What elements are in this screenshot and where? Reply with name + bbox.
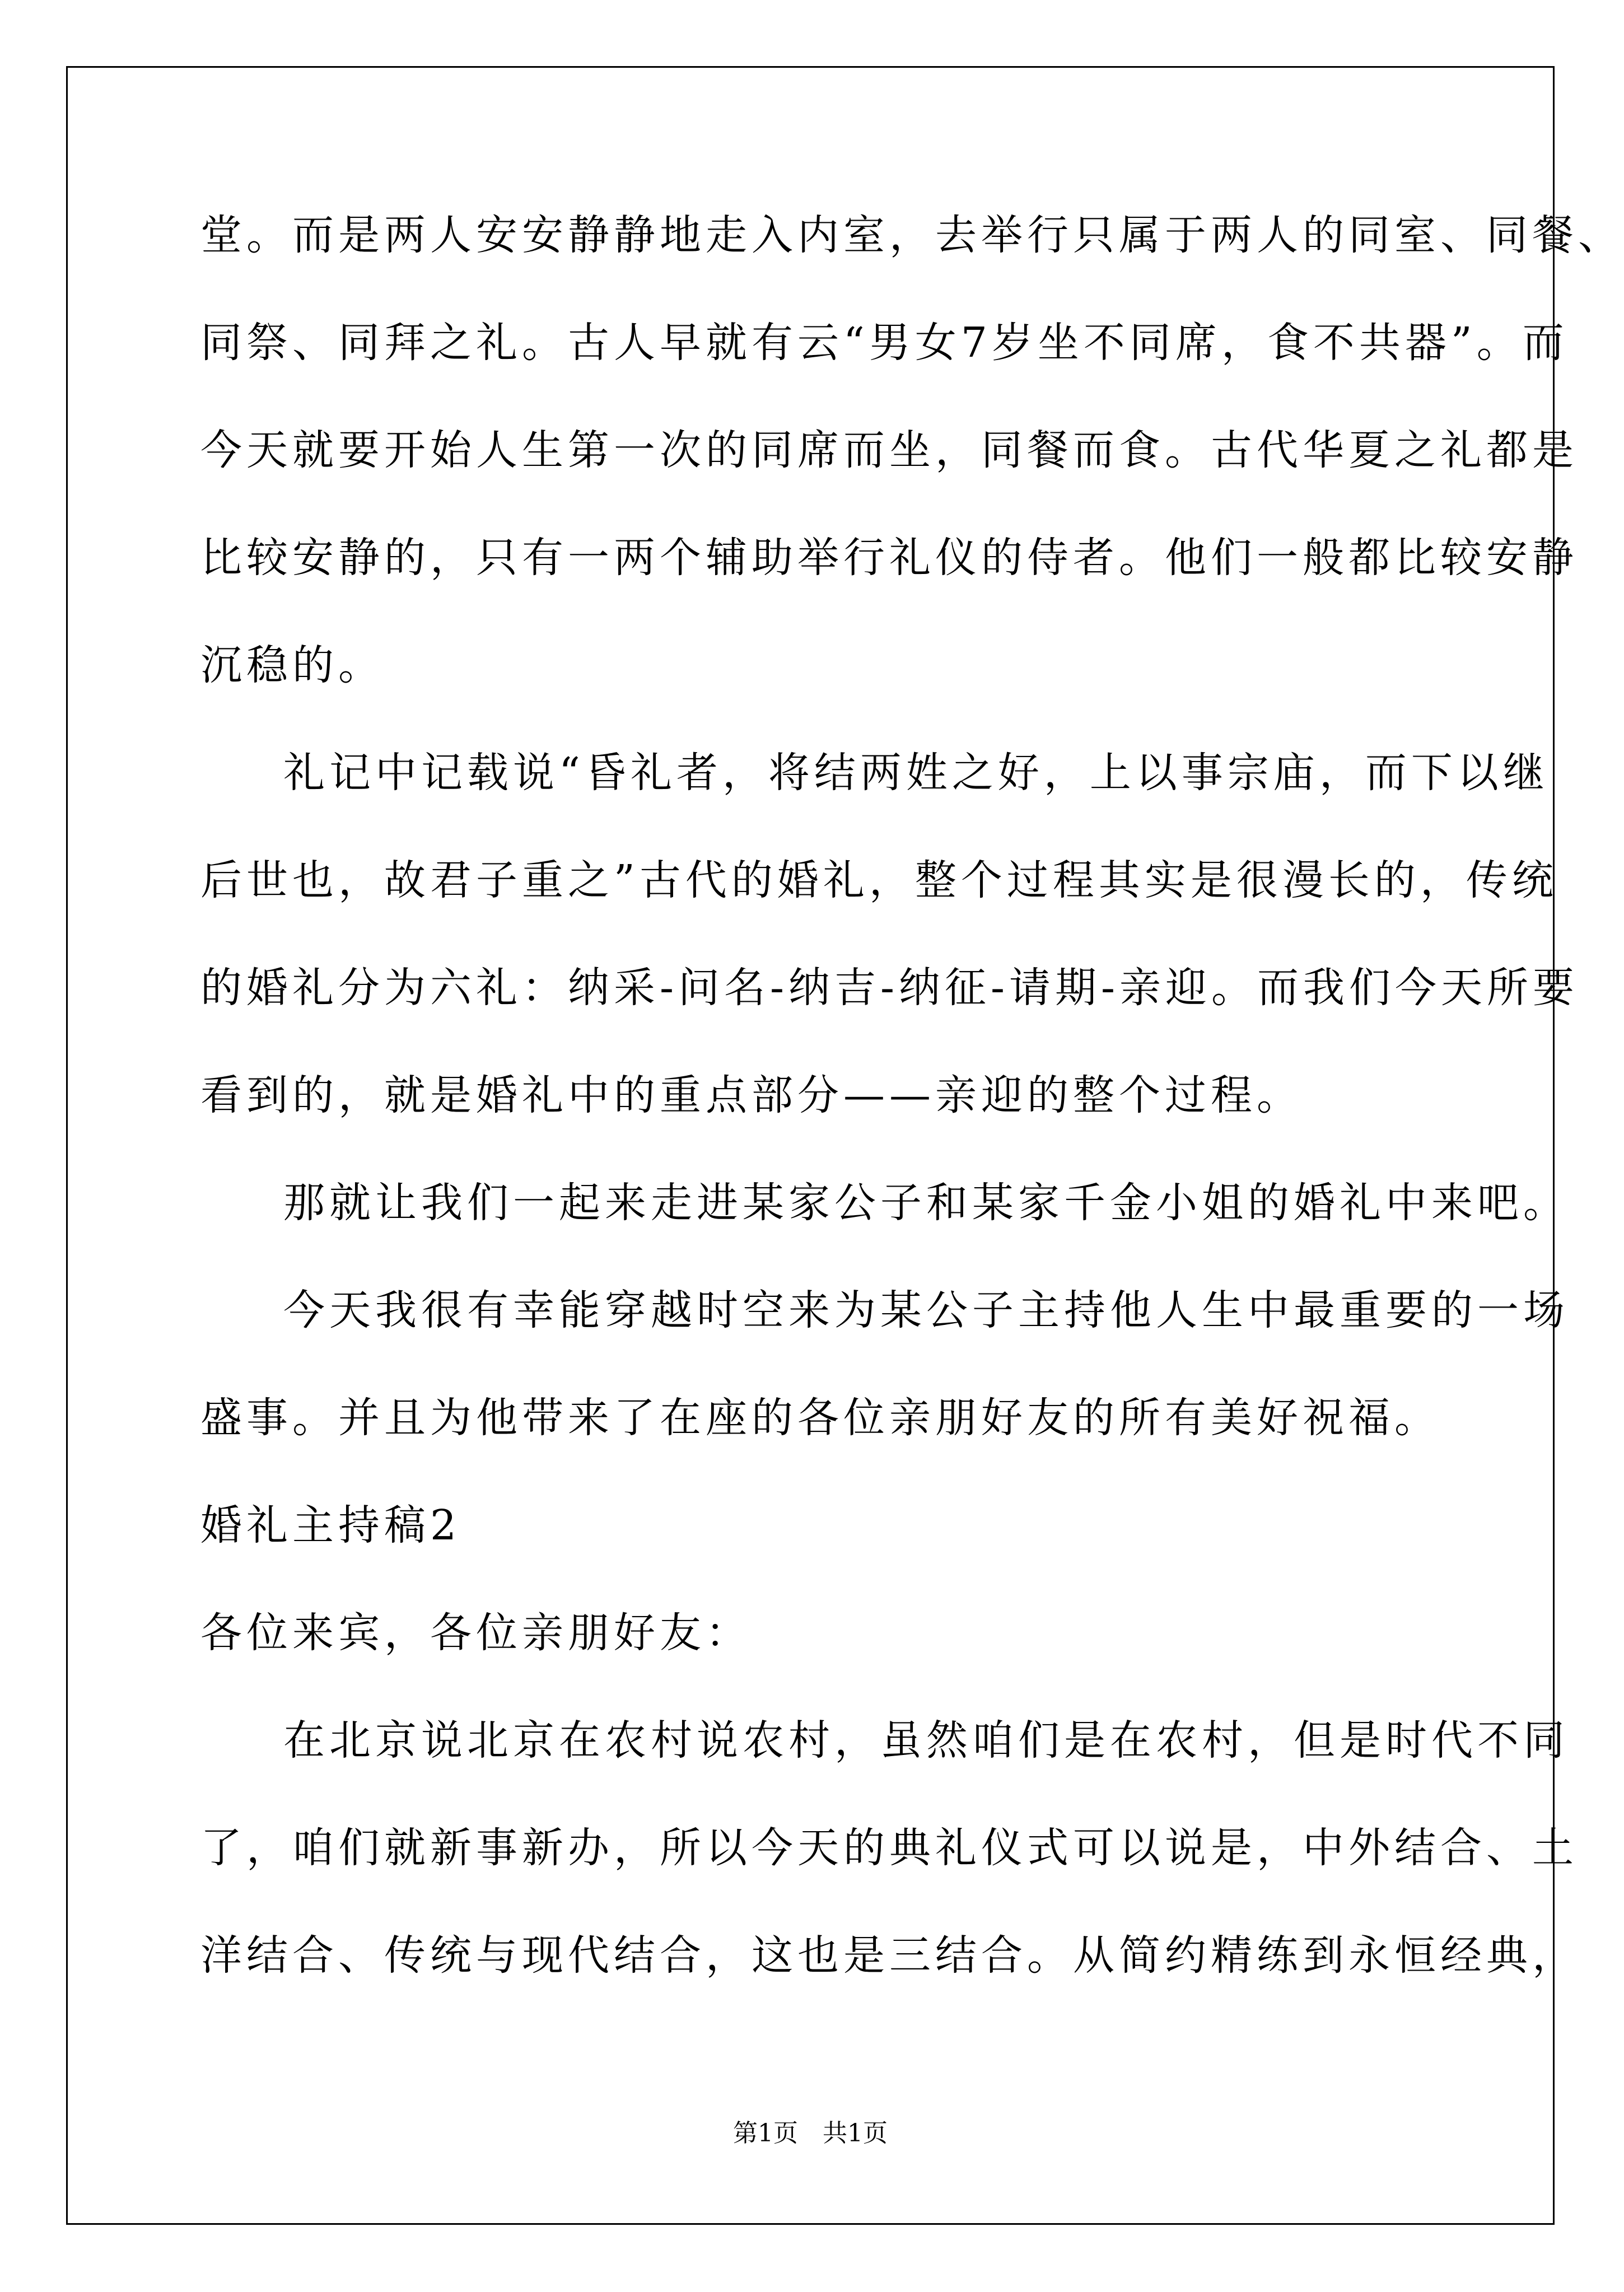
text-line: 今天就要开始人生第一次的同席而坐，同餐而食。古代华夏之礼都是 [200,426,1578,474]
page-footer: 第1页 共1页 [733,2119,888,2148]
salutation-line: 各位来宾，各位亲朋好友： [200,1609,752,1657]
text-line: 沉稳的。 [200,641,384,689]
text-line: 比较安静的，只有一两个辅助举行礼仪的侍者。他们一般都比较安静 [200,534,1578,582]
text-line: 洋结合、传统与现代结合，这也是三结合。从简约精练到永恒经典， [200,1931,1578,1980]
text-line: 了，咱们就新事新办，所以今天的典礼仪式可以说是，中外结合、土 [200,1824,1578,1872]
paragraph-start-line: 在北京说北京在农村说农村，虽然咱们是在农村，但是时代不同 [283,1716,1569,1764]
paragraph-start-line: 今天我很有幸能穿越时空来为某公子主持他人生中最重要的一场 [283,1286,1569,1334]
text-line: 的婚礼分为六礼：纳采-问名-纳吉-纳征-请期-亲迎。而我们今天所要 [200,964,1579,1012]
paragraph-start-line: 那就让我们一起来走进某家公子和某家千金小姐的婚礼中来吧。 [283,1179,1569,1227]
text-line: 后世也，故君子重之”古代的婚礼，整个过程其实是很漫长的，传统 [200,856,1558,904]
text-line: 看到的，就是婚礼中的重点部分——亲迎的整个过程。 [200,1071,1303,1119]
text-line: 同祭、同拜之礼。古人早就有云“男女7岁坐不同席，食不共器”。而 [200,319,1569,367]
section-heading: 婚礼主持稿2 [200,1501,461,1549]
text-line: 堂。而是两人安安静静地走入内室，去举行只属于两人的同室、同餐、 [200,211,1624,259]
document-body [200,208,1624,1982]
text-line: 盛事。并且为他带来了在座的各位亲朋好友的所有美好祝福。 [200,1394,1440,1442]
paragraph-start-line: 礼记中记载说“昏礼者，将结两姓之好，上以事宗庙，而下以继 [283,749,1549,797]
